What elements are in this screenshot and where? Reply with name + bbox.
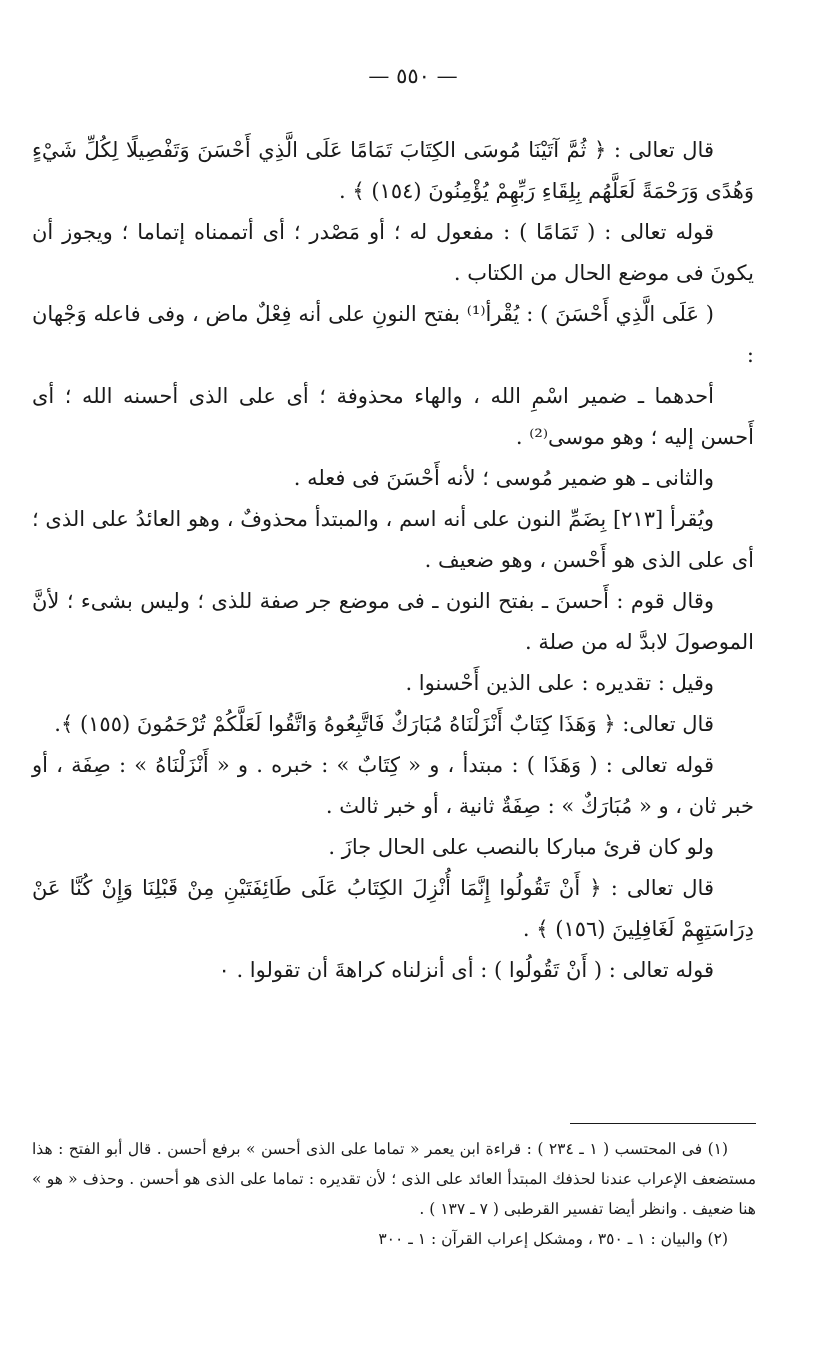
paragraph-qawm-opinion: وقال قوم : أَحسنَ ـ بفتح النون ـ فى موضع جر صفة للذى ؛ وليس بشىء ؛ لأنَّ الموصولَ لابدَّ له من صلة . — [32, 589, 754, 654]
paragraph-tamaman: قوله تعالى : ( تَمَامًا ) : مفعول له ؛ أو مَصْدر ؛ أى أتممناه إتماما ؛ ويجوز أن يكونَ فى موضع الحال من الكتاب . — [32, 220, 754, 285]
main-text — [32, 130, 754, 991]
paragraph-ala-alladhi: ( عَلَى الَّذِي أَحْسَنَ ) : يُقْرأ⁽¹⁾ بفتح النونِ على أنه فِعْلٌ ماض ، وفى فاعله وَجْهان : — [32, 302, 754, 367]
paragraph-dammah-reading: ويُقرأ [٢١٣] بِضَمِّ النون على أنه اسم ، والمبتدأ محذوفٌ ، وهو العائدُ على الذى ؛ أى على الذى هو أَحْسن ، وهو ضعيف . — [32, 507, 754, 572]
paragraph-verse-156: قال تعالى : ﴿ أَنْ تَقُولُوا إِنَّمَا أُنْزِلَ الكِتَابُ عَلَى طَائِفَتَيْنِ مِنْ قَبْلِنَا وَإِنْ كُنَّا عَنْ دِرَاسَتِهِمْ لَغَافِلِينَ (١٥٦) ﴾ . — [32, 876, 754, 941]
page-number: — ٥٥٠ — — [368, 64, 458, 88]
footnote-1: (١) فى المحتسب ( ١ ـ ٢٣٤ ) : قراءة ابن يعمر « تماما على الذى أحسن » برفع أحسن . قال أبو الفتح : هذا مستضعف الإعراب عندنا لحذفك المبتدأ العائد على الذى ؛ لأن تقديره : تماما على الذى هو أحسن . وحذف « هو » هنا ضعيف . وانظر أيضا تفسير القرطبى ( ٧ ـ ١٣٧ ) . — [32, 1140, 756, 1218]
paragraph-mubarakan: ولو كان قرئ مباركا بالنصب على الحال جازَ . — [328, 835, 714, 859]
paragraph-verse-154: قال تعالى : ﴿ ثُمَّ آتَيْنَا مُوسَى الكِتَابَ تَمَامًا عَلَى الَّذِي أَحْسَنَ وَتَفْصِيلًا لِكُلِّ شَيْءٍ وَهُدًى وَرَحْمَةً لَعَلَّهُم بِلِقَاءِ رَبِّهِمْ يُؤْمِنُونَ (١٥٤) ﴾ . — [32, 138, 754, 203]
paragraph-second-aspect: والثانى ـ هو ضمير مُوسى ؛ لأنه أَحْسَنَ فى فعله . — [293, 466, 714, 490]
paragraph-an-taqulu: قوله تعالى : ( أَنْ تَقُولُوا ) : أى أنزلناه كراهةَ أن تقولوا . ٠ — [218, 958, 714, 982]
footnote-2: (٢) والبيان : ١ ـ ٣٥٠ ، ومشكل إعراب القرآن : ١ ـ ٣٠٠ — [378, 1230, 728, 1248]
paragraph-first-aspect: أحدهما ـ ضمير اسْمِ الله ، والهاء محذوفة ؛ أى على الذى أحسنه الله ؛ أى أَحسن إليه ؛ وهو موسى⁽²⁾ . — [32, 384, 754, 449]
footnotes — [32, 1134, 756, 1254]
paragraph-verse-155: قال تعالى: ﴿ وَهَذَا كِتَابٌ أَنْزَلْنَاهُ مُبَارَكٌ فَاتَّبِعُوهُ وَاتَّقُوا لَعَلَّكُمْ تُرْحَمُونَ (١٥٥) ﴾. — [54, 712, 714, 736]
paragraph-qila: وقيل : تقديره : على الذين أَحْسنوا . — [405, 671, 714, 695]
paragraph-wahadha: قوله تعالى : ( وَهَذَا ) : مبتدأ ، و « كِتَابٌ » : خبره . و « أَنْزَلْنَاهُ » : صِفَة ، أو خبر ثان ، و « مُبَارَكٌ » : صِفَةٌ ثانية ، أو خبر ثالث . — [32, 753, 754, 818]
footnote-divider — [570, 1123, 756, 1124]
